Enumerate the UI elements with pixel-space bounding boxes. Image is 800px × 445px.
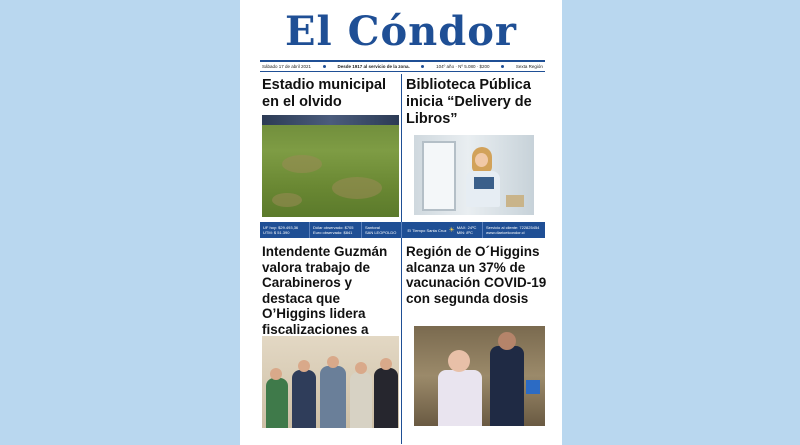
stadium-photo[interactable] xyxy=(262,115,399,217)
separator-dot-icon xyxy=(501,65,504,68)
headline-vacunacion[interactable]: Región de O´Higgins alcanza un 37% de vacunación COVID-19 con segunda dosis xyxy=(406,244,547,306)
masthead-title: El Cóndor xyxy=(285,8,517,55)
edition-info: 104º año · Nº 5.080 · $200 xyxy=(436,64,490,69)
headline-estadio[interactable]: Estadio municipal en el olvido xyxy=(262,77,387,110)
uf-value: $29.493,36 xyxy=(278,225,299,230)
weather-min: MIN: 8ºC xyxy=(456,230,473,235)
reading-girl-photo[interactable] xyxy=(414,135,534,215)
headline-biblioteca[interactable]: Biblioteca Pública inicia “Delivery de Libros” xyxy=(406,77,532,127)
contact-web[interactable]: www.diarioelcondor.cl xyxy=(486,230,525,235)
weather-label: El Tiempo Santa Cruz xyxy=(407,227,447,233)
issue-date: Sábado 17 de abril 2021 xyxy=(262,64,312,69)
santoral-value: SAN LEOPOLDO xyxy=(365,230,397,235)
meeting-photo[interactable] xyxy=(262,336,399,428)
headline-intendente[interactable]: Intendente Guzmán valora trabajo de Carabineros y destaca que O’Higgins lidera fiscalizaciones a xyxy=(262,244,388,337)
sun-icon: ☀ xyxy=(448,227,455,234)
weather-max: MAX: 24ºC xyxy=(456,225,477,230)
separator-dot-icon xyxy=(421,65,424,68)
motto: Desde 1917 al servicio de la zona. xyxy=(337,64,410,69)
santoral-label: Santoral xyxy=(365,225,380,230)
euro-value: $841 xyxy=(343,230,353,235)
dolar-value: $705 xyxy=(344,225,354,230)
info-bar: UF hoy: $29.493,36 UTM: $ 51.390 Dólar observado: $705 Euro observado: $841 Santoral SAN LEOPOLDO El Tiempo Santa Cruz ☀ MAX: 24ºC MIN: 8ºC Servicio al cliente: 722825454 www.diarioelcondor.cl xyxy=(260,222,545,238)
separator-dot-icon xyxy=(323,65,326,68)
region: Sexta Región xyxy=(515,64,543,69)
supply-box xyxy=(526,380,540,394)
newspaper-front-page xyxy=(240,0,562,445)
vaccination-photo[interactable] xyxy=(414,326,545,426)
contact-phone: 722825454 xyxy=(519,225,540,230)
dateline-bar xyxy=(260,60,545,72)
utm-value: $ 51.390 xyxy=(273,230,290,235)
